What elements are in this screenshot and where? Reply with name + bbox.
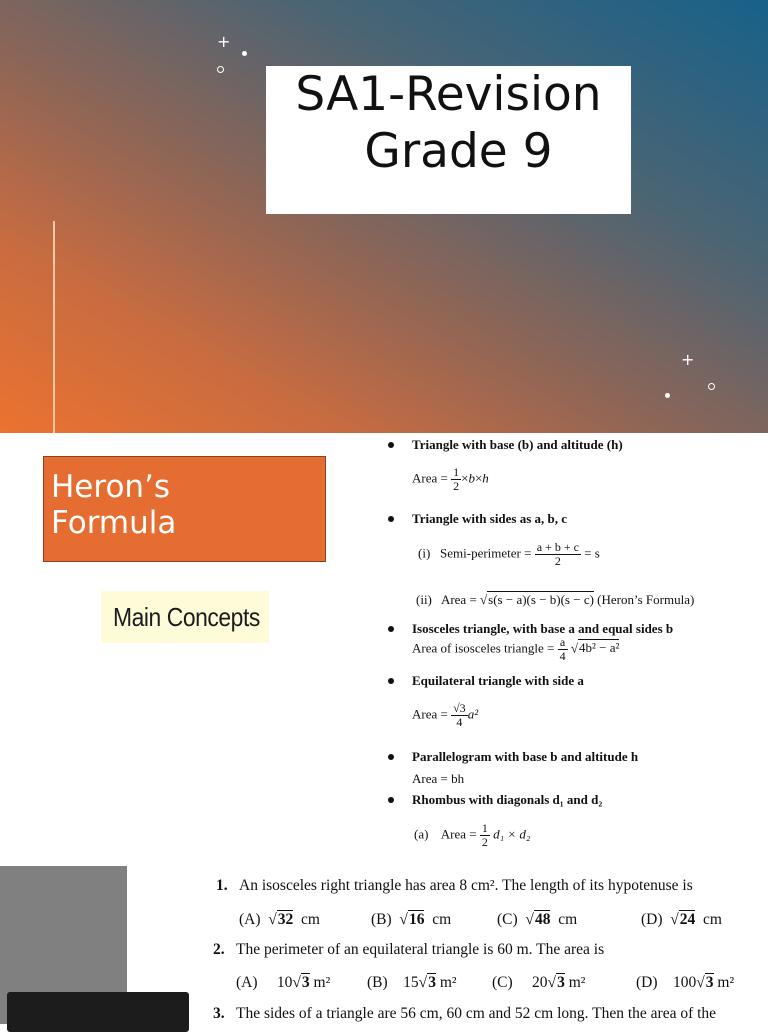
- option-coefficient: 10: [276, 974, 293, 991]
- rhombus-formula: [414, 822, 530, 849]
- vertical-divider: [53, 221, 55, 433]
- option-unit: cm: [301, 911, 320, 928]
- title-box: [266, 66, 631, 214]
- bullet-icon: [388, 626, 394, 632]
- question-number: 3.: [213, 1005, 225, 1022]
- bullet-icon: [388, 754, 394, 760]
- main-concepts-label: Main Concepts: [113, 602, 260, 632]
- concept-heading: Parallelogram with base b and altitude h: [412, 749, 639, 764]
- option-unit: cm: [703, 911, 722, 928]
- option-label: (A): [236, 974, 258, 991]
- ring-decoration-icon: [708, 383, 715, 390]
- title-slide: [0, 0, 768, 433]
- option-label: (A): [239, 911, 261, 928]
- heron-area-formula: (ii) Area = √s(s − a)(s − b)(s − c) (Heron’s Formula): [416, 592, 695, 607]
- bullet-icon: [388, 442, 394, 448]
- bullet-icon: [388, 678, 394, 684]
- fraction-numerator: 1: [481, 821, 488, 835]
- formula-text: Area =: [440, 592, 477, 607]
- formula-rhs: d₁ × d₂: [493, 826, 531, 842]
- question-option: (D) 100√3 m²: [636, 974, 735, 991]
- question-option: (C) √48 cm: [497, 911, 578, 928]
- question-option: (B) 15√3 m²: [367, 974, 457, 991]
- option-unit: m²: [313, 974, 331, 991]
- fraction-denominator: 4: [559, 649, 566, 663]
- plus-decoration-icon: +: [681, 350, 695, 369]
- dot-decoration-icon: [242, 51, 247, 56]
- concept-heading: Triangle with base (b) and altitude (h): [412, 437, 623, 452]
- option-coefficient: 100: [673, 974, 697, 991]
- option-coefficient: 15: [403, 974, 419, 991]
- plus-decoration-icon: +: [217, 32, 231, 51]
- formula-text: Area of isosceles triangle =: [412, 640, 555, 656]
- option-unit: cm: [558, 911, 578, 928]
- formula-rhs: a²: [467, 706, 479, 722]
- formula-radicand: s(s − a)(s − b)(s − c): [488, 592, 594, 607]
- question-number: 1.: [216, 877, 228, 894]
- option-label: (C): [497, 911, 518, 928]
- concept-heading: Rhombus with diagonals d₁ and d₂: [412, 792, 603, 807]
- formula-text: Area =: [412, 706, 448, 722]
- black-side-block: [7, 992, 189, 1032]
- option-radicand: 32: [277, 911, 294, 928]
- equilateral-formula: [412, 702, 478, 729]
- option-unit: m²: [439, 974, 457, 991]
- option-radicand: 16: [408, 911, 425, 928]
- bullet-icon: [388, 797, 394, 803]
- option-label: (D): [636, 974, 658, 991]
- concept-formula: Area = $\frac{1}{2}$ ×b×h: [412, 465, 489, 493]
- option-unit: cm: [432, 911, 452, 928]
- formula-label: (ii): [416, 592, 432, 607]
- ring-decoration-icon: [217, 66, 224, 73]
- formula-text: Area =: [440, 826, 477, 842]
- formula-rhs: = s: [584, 545, 600, 561]
- option-radicand: 48: [534, 911, 551, 928]
- formula-radicand: 4b² − a²: [578, 640, 620, 656]
- bullet-icon: [388, 516, 394, 522]
- formula-note: (Heron’s Formula): [597, 592, 695, 607]
- parallelogram-formula: Area = bh: [412, 771, 465, 786]
- question-text: The perimeter of an equilateral triangle is 60 m. The area is: [236, 941, 605, 958]
- option-label: (B): [367, 974, 388, 991]
- question-option: (C) 20√3 m²: [492, 974, 586, 991]
- option-unit: m²: [568, 974, 586, 991]
- fraction-denominator: 4: [456, 715, 463, 729]
- fraction-numerator: a: [558, 636, 568, 650]
- formula-label: (a): [414, 826, 429, 842]
- title-line-2: Grade 9: [364, 124, 553, 179]
- concept-heading: Triangle with sides as a, b, c: [412, 511, 568, 526]
- fraction-numerator: √3: [453, 701, 466, 715]
- concept-heading: Isosceles triangle, with base a and equal sides b: [412, 621, 674, 636]
- heron-formula-heading-box: [43, 456, 326, 562]
- semi-perimeter-formula: [418, 541, 600, 568]
- option-radicand: 24: [679, 911, 696, 928]
- question-text: The sides of a triangle are 56 cm, 60 cm and 52 cm long. Then the area of the: [236, 1005, 717, 1022]
- formula-label: (i): [418, 545, 431, 561]
- option-radicand: 3: [705, 974, 714, 991]
- concept-heading: Equilateral triangle with side a: [412, 673, 584, 688]
- question-number: 2.: [213, 941, 225, 958]
- formula-text: Semi-perimeter =: [440, 545, 532, 561]
- isosceles-formula: Area of isosceles triangle = $\frac{a}{4}$ √4b² − a²: [412, 635, 620, 663]
- question-option: (D) √24 cm: [641, 911, 722, 928]
- main-concepts-banner: [101, 591, 269, 643]
- option-label: (B): [371, 911, 392, 928]
- option-radicand: 3: [557, 974, 565, 991]
- question-text: An isosceles right triangle has area 8 cm². The length of its hypotenuse is: [239, 877, 693, 894]
- fraction-denominator: 2: [481, 835, 488, 849]
- fraction-denominator: 2: [554, 554, 561, 568]
- question-option: (A) √32 cm: [239, 911, 320, 928]
- option-unit: m²: [717, 974, 735, 991]
- option-radicand: 3: [428, 974, 436, 991]
- option-coefficient: 20: [532, 974, 548, 991]
- title-line-1: SA1-Revision: [295, 67, 602, 122]
- option-label: (C): [492, 974, 513, 991]
- fraction-numerator: a + b + c: [536, 540, 579, 554]
- heron-formula-heading: Heron’s Formula: [51, 469, 177, 541]
- dot-decoration-icon: [665, 393, 670, 398]
- option-label: (D): [641, 911, 663, 928]
- question-option: (B) √16 cm: [371, 911, 452, 928]
- question-option: (A) 10√3 m²: [236, 974, 331, 991]
- option-radicand: 3: [301, 974, 310, 991]
